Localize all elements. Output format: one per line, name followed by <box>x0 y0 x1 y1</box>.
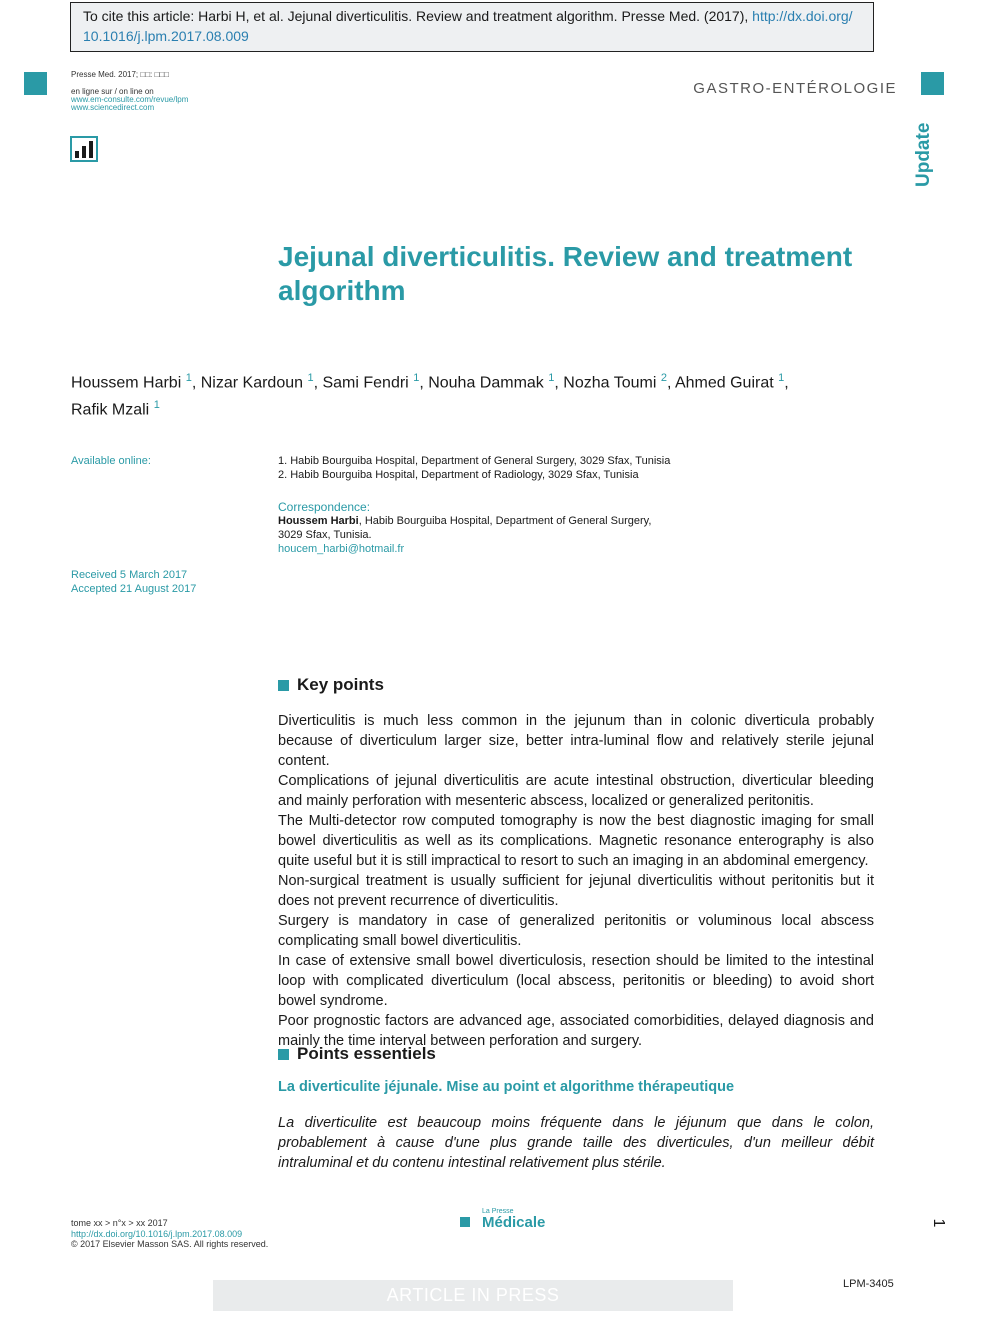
available-online-label: Available online: <box>71 455 151 467</box>
key-points-body <box>278 711 874 1051</box>
key-point-paragraph: Poor prognostic factors are advanced age, associated comorbidities, delayed diagnosis and mainly the time interval between perforation and surgery. <box>278 1013 874 1049</box>
key-point-paragraph: Diverticulitis is much less common in the jejunum than in colonic diverticula probably because of diverticulum larger size, better intra-luminal flow and relatively sterile jejunal content. <box>278 713 874 769</box>
points-essentiels-paragraph: La diverticulite est beaucoup moins fréquente dans le jéjunum que dans le colon, probablement à cause d'une plus grande taille des diverticules, d'un meilleur débit intraluminal et du contenu intestinal relativement plus stérile. <box>278 1115 874 1171</box>
footer-info <box>71 1218 268 1250</box>
author-affiliation: 1 <box>548 372 555 384</box>
footer-copyright: © 2017 Elsevier Masson SAS. All rights reserved. <box>71 1239 269 1249</box>
online-label: en ligne sur / on line on <box>71 87 154 96</box>
correspondence-name: Houssem Harbi <box>278 515 359 527</box>
correspondence-email-link[interactable]: houcem_harbi@hotmail.fr <box>278 543 405 555</box>
author-affiliation: 1 <box>153 399 160 412</box>
la-presse-medicale-logo <box>460 1208 545 1230</box>
correspondence <box>278 500 651 556</box>
author-name: Nozha Toumi <box>563 374 657 392</box>
author-name: Ahmed Guirat <box>674 374 774 392</box>
section-label: GASTRO-ENTÉROLOGIE <box>693 80 897 97</box>
author-affiliation: 1 <box>413 372 420 384</box>
affiliation-item: 2. Habib Bourguiba Hospital, Department of Radiology, 3029 Sfax, Tunisia <box>278 469 639 481</box>
key-point-paragraph: The Multi-detector row computed tomography is now the best diagnostic imaging for small bowel diverticulitis as well as its complications. Magnetic resonance enterography is also quite useful but it is still impractical to resort to such an imaging in an abdominal emergency. <box>278 813 874 869</box>
article-code: LPM-3405 <box>843 1278 894 1290</box>
logo-main-text: Médicale <box>482 1214 546 1231</box>
bar-chart-icon[interactable] <box>70 136 98 162</box>
author-list: Houssem Harbi $^1$, Nizar Kardoun $^1$, Sami Fendri $^1$, Nouha Dammak $^1$, Nozha Toumi $^2$, Ahmed Guirat $^1$, Rafik Mzali $^1$ <box>71 372 789 419</box>
author-name: Nizar Kardoun <box>200 374 304 392</box>
heading-bullet-icon <box>278 1049 289 1060</box>
key-point-paragraph: Surgery is mandatory in case of generalized peritonitis or voluminous local abscess complicating small bowel diverticulitis. <box>278 913 874 949</box>
correspondence-address: , Habib Bourguiba Hospital, Department of General Surgery, <box>358 515 652 527</box>
footer-doi-link[interactable]: http://dx.doi.org/10.1016/j.lpm.2017.08.009 <box>71 1228 243 1239</box>
page-number: 1 <box>930 1218 947 1228</box>
author-name: Rafik Mzali <box>71 401 150 419</box>
key-point-paragraph: In case of extensive small bowel diverticulosis, resection should be limited to the intestinal loop with complicated diverticulum (local abscess, peritonitis or bleeding) to avoid short bowel syndrome. <box>278 953 874 1009</box>
journal-line: Presse Med. 2017; □□: □□□ <box>71 70 169 79</box>
right-accent-square <box>921 72 944 95</box>
key-point-paragraph: Complications of jejunal diverticulitis are acute intestinal obstruction, diverticular bleeding and mainly perforation with mesenteric abscess, localized or generalized peritonitis. <box>278 773 874 809</box>
points-essentiels-body <box>278 1113 874 1173</box>
em-consulte-link[interactable]: www.em-consulte.com/revue/lpm <box>71 95 189 104</box>
author-name: Sami Fendri <box>322 374 409 392</box>
citation-text: To cite this article: Harbi H, et al. Jejunal diverticulitis. Review and treatment algorithm. Presse Med. (2017), <box>83 8 753 24</box>
author-affiliation: 1 <box>778 372 785 384</box>
left-accent-square <box>24 72 47 95</box>
author-affiliation: 1 <box>185 372 192 384</box>
author-name: Nouha Dammak <box>428 374 544 392</box>
article-dates <box>71 568 196 596</box>
affiliation-item: 1. Habib Bourguiba Hospital, Department of General Surgery, 3029 Sfax, Tunisia <box>278 455 671 467</box>
article-title: Jejunal diverticulitis. Review and treatment algorithm <box>278 241 853 306</box>
affiliations <box>278 454 670 482</box>
citation-doi-link-part2[interactable]: 10.1016/j.lpm.2017.08.009 <box>83 28 249 44</box>
points-essentiels-heading-text: Points essentiels <box>297 1044 436 1063</box>
author-affiliation: 2 <box>660 372 667 384</box>
sciencedirect-link[interactable]: www.sciencedirect.com <box>71 103 155 112</box>
citation-box <box>70 2 874 52</box>
author-affiliation: 1 <box>307 372 314 384</box>
article-in-press-banner: ARTICLE IN PRESS <box>213 1280 733 1311</box>
key-points-heading-text: Key points <box>297 675 384 694</box>
citation-doi-link-part1[interactable]: http://dx.doi.org/ <box>752 8 853 24</box>
heading-bullet-icon <box>278 680 289 691</box>
logo-square-icon <box>460 1217 470 1227</box>
footer-tome: tome xx > n°x > xx 2017 <box>71 1218 168 1228</box>
french-subheading: La diverticulite jéjunale. Mise au point et algorithme thérapeutique <box>278 1079 735 1095</box>
correspondence-label: Correspondence: <box>278 500 371 514</box>
accepted-date: Accepted 21 August 2017 <box>71 583 197 595</box>
key-point-paragraph: Non-surgical treatment is usually sufficient for jejunal diverticulitis without peritonitis but it does not prevent recurrence of diverticulitis. <box>278 873 874 909</box>
update-label: Update <box>913 122 934 188</box>
received-date: Received 5 March 2017 <box>71 569 188 581</box>
author-name: Houssem Harbi <box>71 374 182 392</box>
logo-small-text: La Presse <box>482 1208 514 1215</box>
key-points-heading <box>278 675 384 695</box>
correspondence-city: 3029 Sfax, Tunisia. <box>278 529 372 541</box>
points-essentiels-heading <box>278 1044 436 1064</box>
